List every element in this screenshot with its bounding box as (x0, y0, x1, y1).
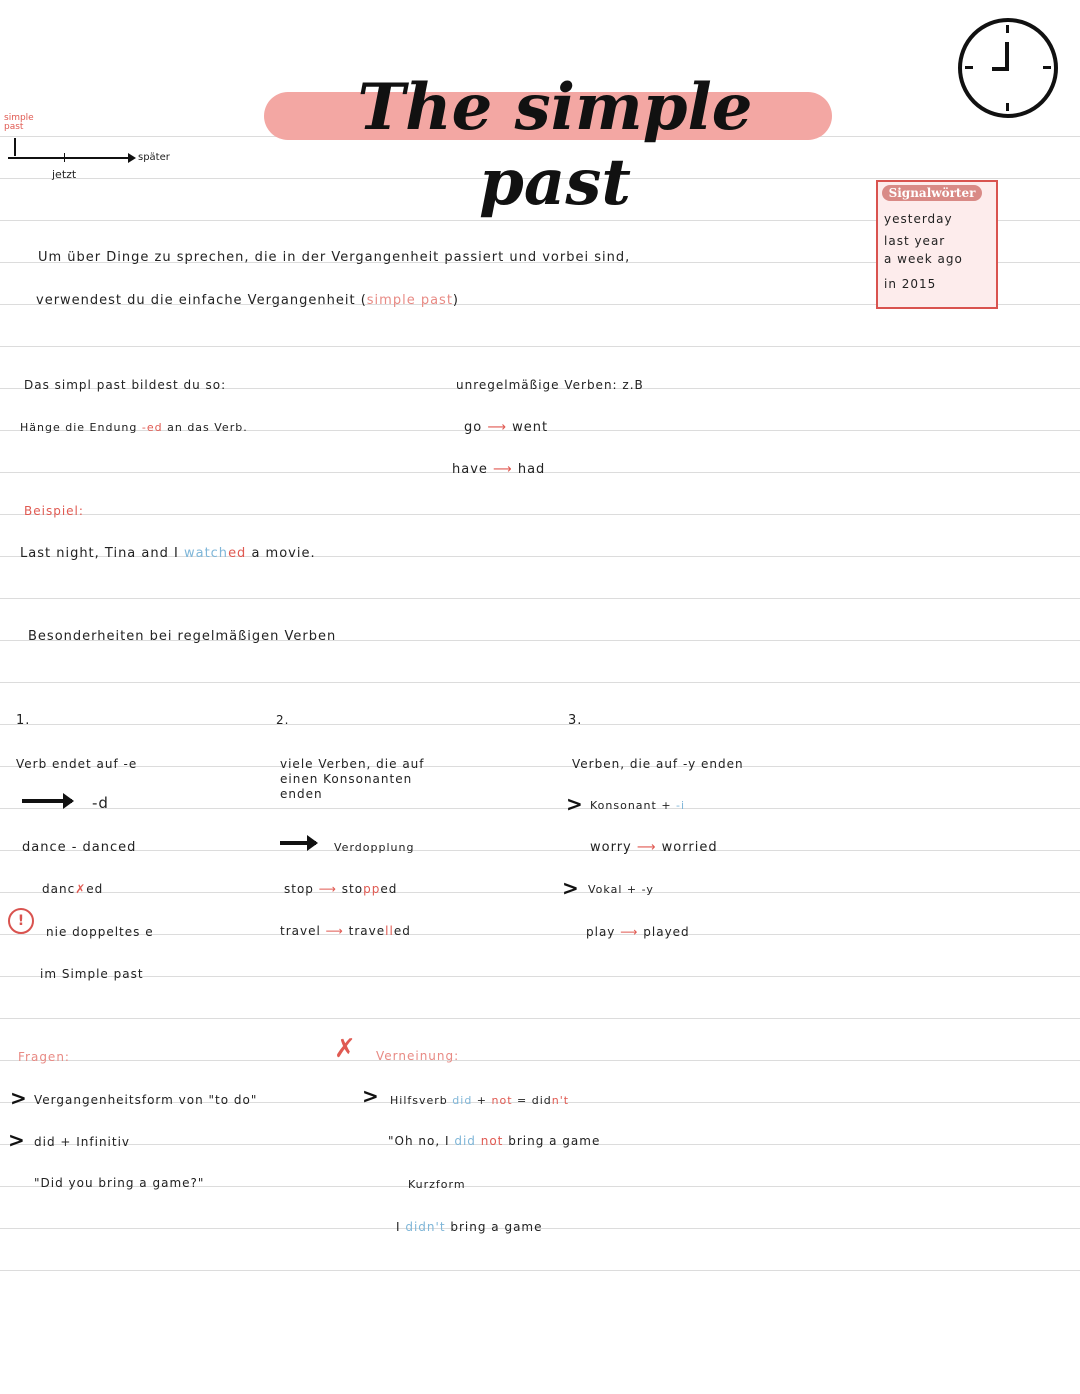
warning-icon: ! (8, 908, 34, 934)
negation-example: "Oh no, I did not bring a game (388, 1134, 601, 1148)
rule-line (0, 1270, 1080, 1271)
clock-icon (958, 18, 1058, 118)
arrow-right-icon (280, 841, 316, 845)
signal-item: yesterday (884, 212, 953, 226)
arrow-right-icon: ⟶ (636, 840, 657, 855)
negation-label: Verneinung: (376, 1049, 460, 1063)
col2-example: stop ⟶ stopped (284, 882, 398, 896)
col3-example: play ⟶ played (586, 925, 690, 939)
rule-line (0, 724, 1080, 725)
short-form-label: Kurzform (408, 1178, 466, 1191)
page-title: The simple past (357, 70, 753, 220)
col3-rule: Verben, die auf -y enden (572, 757, 744, 771)
rule-line (0, 892, 1080, 893)
rule-line (0, 934, 1080, 935)
col2-rule: einen Konsonanten (280, 772, 413, 786)
col1-note: im Simple past (40, 967, 144, 981)
cross-icon: ✗ (334, 1034, 356, 1064)
timeline-label: simple past (4, 113, 34, 132)
chevron-right-icon: > (562, 876, 579, 900)
chevron-right-icon: > (10, 1086, 27, 1110)
rule-line (0, 1018, 1080, 1019)
col1-wrong-example: danc✗ed (42, 882, 104, 896)
col2-result: Verdopplung (334, 841, 415, 854)
simple-past-term: simple past (366, 293, 453, 308)
formation-rule: Hänge die Endung -ed an das Verb. (20, 421, 248, 434)
timeline-marker (14, 138, 16, 156)
chevron-right-icon: > (362, 1084, 379, 1108)
questions-item: Vergangenheitsform von "to do" (34, 1093, 258, 1107)
arrow-right-icon: ⟶ (318, 882, 337, 896)
col2-number: 2. (276, 713, 290, 727)
col2-rule: enden (280, 787, 323, 801)
rule-line (0, 766, 1080, 767)
arrow-right-icon (22, 799, 72, 803)
questions-item: did + Infinitiv (34, 1135, 131, 1149)
signal-item: a week ago (884, 252, 963, 266)
col3-example: worry ⟶ worried (590, 840, 718, 855)
irregular-pair: have ⟶ had (452, 462, 546, 477)
rule-line (0, 850, 1080, 851)
col1-number: 1. (16, 713, 31, 728)
cross-icon: ✗ (75, 882, 87, 896)
short-form-example: I didn't bring a game (396, 1220, 543, 1234)
intro-line-1: Um über Dinge zu sprechen, die in der Vergangenheit passiert und vorbei sind, (38, 250, 631, 265)
col1-result: -d (92, 794, 109, 812)
signal-words-box (876, 180, 998, 309)
arrow-right-icon: ⟶ (487, 420, 507, 435)
intro-line-2: verwendest du die einfache Vergangenheit (simple past) (36, 293, 459, 308)
negation-item: Hilfsverb did + not = didn't (390, 1094, 570, 1107)
timeline-now: jetzt (52, 168, 77, 181)
timeline-tick (64, 153, 65, 162)
col3-case: Konsonant + -i (590, 799, 686, 812)
timeline-later: später (138, 152, 170, 163)
col2-example: travel ⟶ travelled (280, 924, 411, 938)
rule-line (0, 598, 1080, 599)
irregular-heading: unregelmäßige Verben: z.B (456, 378, 644, 392)
rule-line (0, 1060, 1080, 1061)
questions-label: Fragen: (18, 1050, 70, 1064)
irregular-pair: go ⟶ went (464, 420, 549, 435)
chevron-right-icon: > (8, 1128, 25, 1152)
rule-line (0, 514, 1080, 515)
rule-line (0, 346, 1080, 347)
col1-rule: Verb endet auf -e (16, 757, 138, 771)
rule-line (0, 808, 1080, 809)
signal-heading: Signalwörter (882, 185, 982, 201)
signal-item: in 2015 (884, 277, 937, 291)
arrow-right-icon (128, 153, 136, 163)
signal-item: last year (884, 234, 946, 248)
col2-rule: viele Verben, die auf (280, 757, 425, 771)
special-heading: Besonderheiten bei regelmäßigen Verben (28, 629, 337, 644)
arrow-right-icon: ⟶ (325, 924, 344, 938)
ed-ending: -ed (141, 421, 163, 434)
formation-heading: Das simpl past bildest du so: (24, 378, 227, 392)
col1-example: dance - danced (22, 840, 137, 855)
rule-line (0, 682, 1080, 683)
timeline-axis (8, 157, 130, 159)
questions-example: "Did you bring a game?" (34, 1176, 205, 1190)
chevron-right-icon: > (566, 792, 583, 816)
col1-note: nie doppeltes e (46, 925, 154, 939)
arrow-right-icon: ⟶ (493, 462, 513, 477)
col3-number: 3. (568, 713, 583, 728)
example-sentence: Last night, Tina and I watched a movie. (20, 546, 316, 561)
example-label: Beispiel: (24, 504, 84, 518)
col3-case: Vokal + -y (588, 883, 654, 896)
rule-line (0, 976, 1080, 977)
arrow-right-icon: ⟶ (620, 925, 639, 939)
